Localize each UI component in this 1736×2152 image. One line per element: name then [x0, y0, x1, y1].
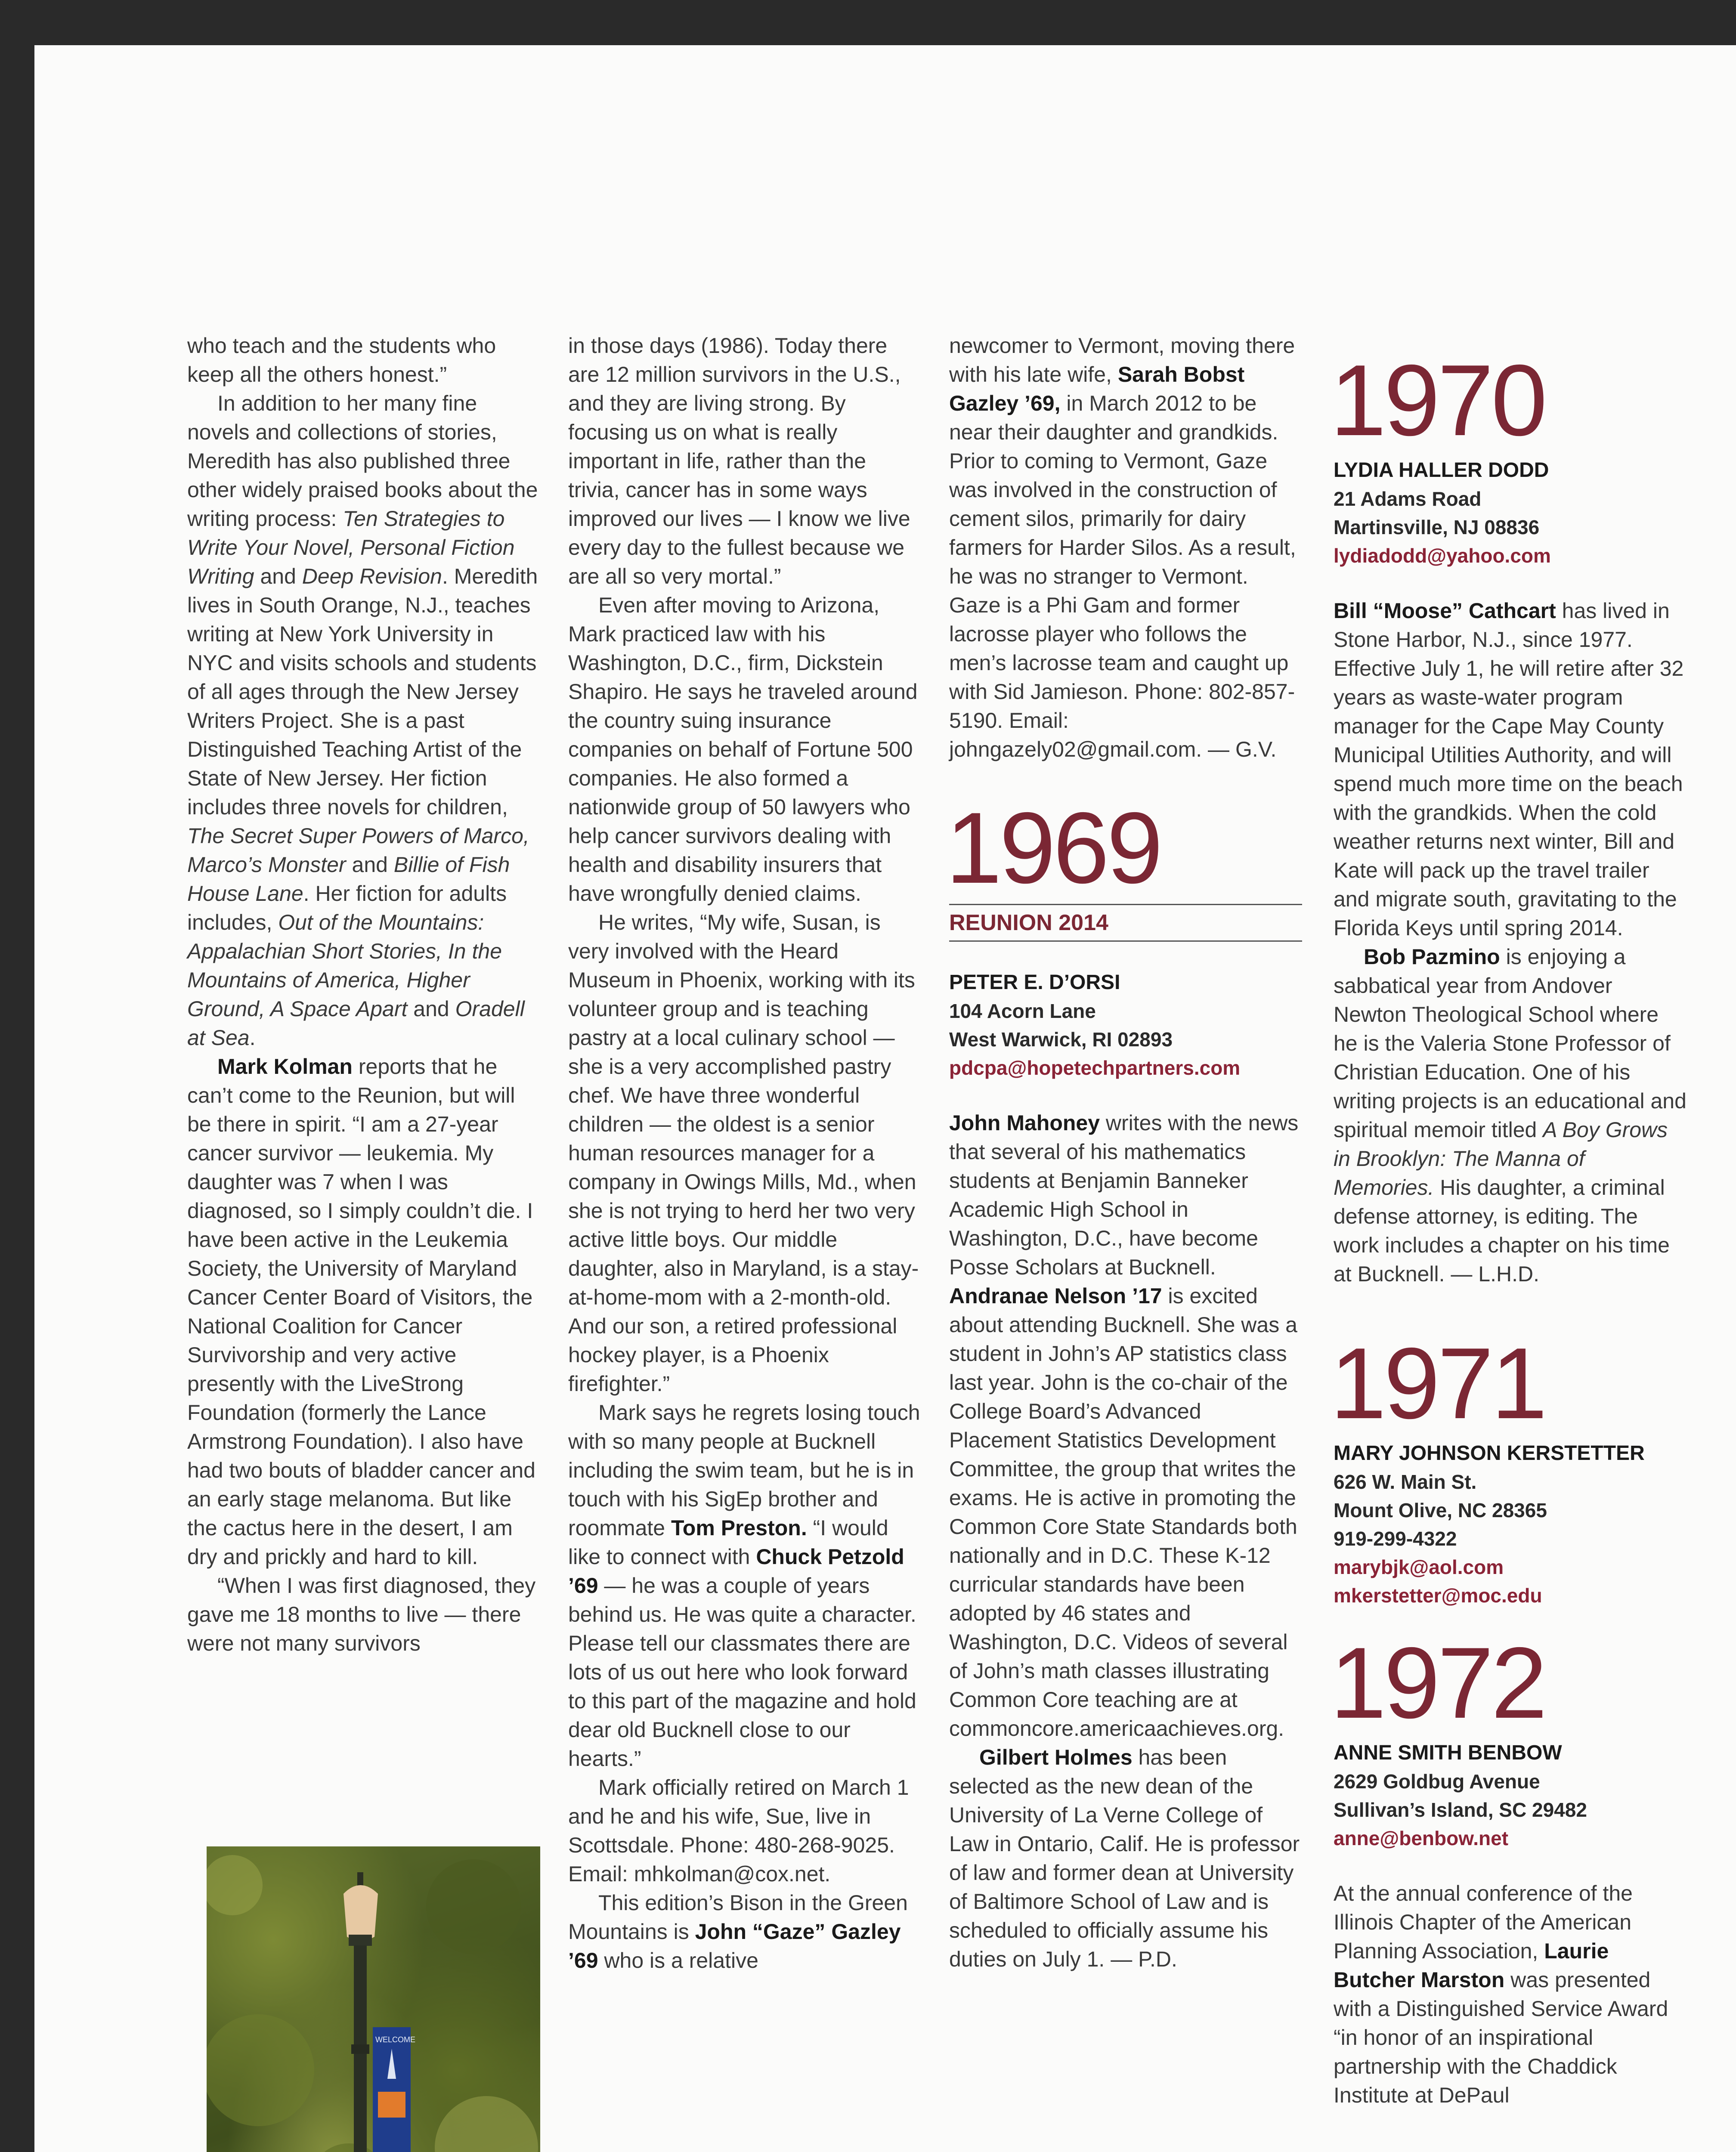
class-contact-phone: 919-299-4322: [1334, 1527, 1457, 1550]
alumnus-name: Chuck Petzold ’69: [568, 1545, 904, 1598]
alumnus-name: Gilbert Holmes: [979, 1745, 1133, 1769]
class-contact-name: PETER E. D’ORSI: [949, 971, 1120, 994]
class-contact-name: MARY JOHNSON KERSTETTER: [1334, 1442, 1645, 1465]
class-year-1970: 1970: [1330, 343, 1545, 457]
col3-paragraph-2: John Mahoney writes with the news that several of his mathematics students at Benjamin Banneker Academic High School in Washington, D.C., have become Posse Scholars at Bucknell. Andranae Nelson ’17 is excited about attending Bucknell. She was a student in John’s AP statistics class last year. John is the co-chair of the College Board’s Advanced Placement Statistics Development Committee, the group that writes the exams. He is active in promoting the Common Core State Standards both nationally and in D.C. These K-12 curricular standards have been adopted by 46 states and Washington, D.C. Videos of several of John’s math classes illustrating Common Core teaching are at commoncore.americaachieves.org.: [949, 1111, 1299, 1741]
lamp-post-photo: [207, 1846, 540, 2152]
class-contact-city: Sullivan’s Island, SC 29482: [1334, 1799, 1587, 1821]
col2-paragraph-3: He writes, “My wife, Susan, is very involved with the Heard Museum in Phoenix, working with its volunteer group and is teaching pastry at a local culinary school — she is a very accomplished pastry chef. We have three wonderful children — the oldest is a senior human resources manager for a company in Owings Mills, Md., when she is not trying to herd her two very active little boys. Our middle daughter, also in Maryland, is a stay-at-home-mom with a 2-month-old. And our son, a retired professional hockey player, is a Phoenix firefighter.”: [568, 910, 919, 1396]
col2-paragraph-5: Mark officially retired on March 1 and he and his wife, Sue, live in Scottsdale. Phone: 480-268-9025. Email: mhkolman@cox.net.: [568, 1775, 909, 1886]
alumnus-name: Bob Pazmino: [1364, 945, 1500, 969]
alumnus-name: John “Gaze” Gazley ’69: [568, 1920, 901, 1973]
alumnus-name: Bill “Moose” Cathcart: [1334, 599, 1556, 623]
col1-paragraph-1: who teach and the students who keep all the others honest.”: [187, 334, 496, 386]
column-1: [187, 331, 540, 1658]
col2-paragraph-1: in those days (1986). Today there are 12 million survivors in the U.S., and they are living strong. By focusing us on what is really important in life, rather than the trivia, cancer has in some ways improved our lives — I know we live every day to the fullest because we are all so very mortal.”: [568, 334, 910, 588]
lamp-post-illustration: [207, 1846, 540, 2152]
col1-paragraph-4: “When I was first diagnosed, they gave me 18 months to live — there were not many survivors: [187, 1574, 536, 1655]
class-contact-street: 2629 Goldbug Avenue: [1334, 1770, 1540, 1793]
column-3: [946, 331, 1302, 1974]
class-contact-city: Martinsville, NJ 08836: [1334, 516, 1540, 538]
class-contact-email[interactable]: lydiadodd@yahoo.com: [1334, 544, 1551, 567]
class-contact-name: ANNE SMITH BENBOW: [1334, 1741, 1562, 1764]
col4-paragraph-3: At the annual conference of the Illinois Chapter of the American Planning Association, Laurie Butcher Marston was presented with a Distinguished Service Award “in honor of an inspirational partnership with the Chaddick Institute at DePaul: [1334, 1881, 1668, 2107]
alumnus-name: Laurie Butcher Marston: [1334, 1939, 1609, 1992]
reunion-label: REUNION 2014: [949, 904, 1302, 942]
alumnus-name: Andranae Nelson ’17: [949, 1284, 1162, 1308]
col2-paragraph-6: This edition’s Bison in the Green Mountains is John “Gaze” Gazley ’69 who is a relative: [568, 1891, 908, 1973]
class-contact-city: Mount Olive, NC 28365: [1334, 1499, 1547, 1521]
class-contact-email[interactable]: anne@benbow.net: [1334, 1827, 1509, 1849]
class-year-1971: 1971: [1330, 1326, 1545, 1440]
alumnus-name: John Mahoney: [949, 1111, 1100, 1135]
class-contact-street: 21 Adams Road: [1334, 488, 1482, 510]
col1-paragraph-3: Mark Kolman reports that he can’t come to the Reunion, but will be there in spirit. “I am a 27-year cancer survivor — leukemia. My daughter was 7 when I was diagnosed, so I simply couldn’t die. I have been active in the Leukemia Society, the University of Maryland Cancer Center Board of Visitors, the National Coalition for Cancer Survivorship and very active presently with the LiveStrong Foundation (formerly the Lance Armstrong Foundation). I also have had two bouts of bladder cancer and an early stage melanoma. But like the cactus here in the desert, I am dry and prickly and hard to kill.: [187, 1054, 535, 1569]
col3-paragraph-3: Gilbert Holmes has been selected as the new dean of the University of La Verne College of Law in Ontario, Calif. He is professor of law and former dean at University of Baltimore School of Law and is scheduled to officially assume his duties on July 1. — P.D.: [949, 1745, 1300, 1971]
class-year-1972: 1972: [1330, 1626, 1545, 1739]
class-contact-email[interactable]: pdcpa@hopetechpartners.com: [949, 1057, 1241, 1079]
col1-paragraph-2: In addition to her many fine novels and collections of stories, Meredith has also published three other widely praised books about the writing process: Ten Strategies to Write Your Novel, Personal Fiction Writing and Deep Revision. Meredith lives in South Orange, N.J., teaches writing at New York University in NYC and visits schools and students of all ages through the New Jersey Writers Project. She is a past Distinguished Teaching Artist of the State of New Jersey. Her fiction includes three novels for children, The Secret Super Powers of Marco, Marco’s Monster and Billie of Fish House Lane. Her fiction for adults includes, Out of the Mountains: Appalachian Short Stories, In the Mountains of America, Higher Ground, A Space Apart and Oradell at Sea.: [187, 391, 538, 1050]
col2-paragraph-4: Mark says he regrets losing touch with so many people at Bucknell including the swim team, but he is in touch with his SigEp brother and roommate Tom Preston. “I would like to connect with Chuck Petzold ’69 — he was a couple of years behind us. He was quite a character. Please tell our classmates there are lots of us out here who look forward to this part of the magazine and hold dear old Bucknell close to our hearts.”: [568, 1401, 920, 1771]
col3-paragraph-1: newcomer to Vermont, moving there with his late wife, Sarah Bobst Gazley ’69, in March 2012 to be near their daughter and grandkids. Prior to coming to Vermont, Gaze was involved in the construction of cement silos, primarily for dairy farmers for Harder Silos. As a result, he was no stranger to Vermont. Gaze is a Phi Gam and former lacrosse player who follows the men’s lacrosse team and caught up with Sid Jamieson. Phone: 802-857-5190. Email: johngazely02@gmail.com. — G.V.: [949, 334, 1296, 761]
alumnus-name: Mark Kolman: [217, 1054, 353, 1079]
alumnus-name: Sarah Bobst Gazley ’69,: [949, 362, 1245, 415]
banner-text: WELCOME: [375, 2035, 416, 2044]
class-contact-city: West Warwick, RI 02893: [949, 1028, 1173, 1051]
class-contact-email[interactable]: marybjk@aol.com: [1334, 1556, 1504, 1578]
column-2: [568, 331, 921, 1975]
class-contact-street: 626 W. Main St.: [1334, 1471, 1477, 1493]
col2-paragraph-2: Even after moving to Arizona, Mark practiced law with his Washington, D.C., firm, Dickstein Shapiro. He says he traveled around the country suing insurance companies on behalf of Fortune 500 companies. He also formed a nationwide group of 50 lawyers who help cancer survivors dealing with health and disability insurers that have wrongfully denied claims.: [568, 593, 918, 906]
class-contact-email[interactable]: mkerstetter@moc.edu: [1334, 1584, 1542, 1607]
col4-paragraph-1: Bill “Moose” Cathcart has lived in Stone Harbor, N.J., since 1977. Effective July 1, he will retire after 32 years as waste-water program manager for the Cape May County Municipal Utilities Authority, and will spend much more time on the beach with the grandkids. When the cold weather returns next winter, Bill and Kate will pack up the travel trailer and migrate south, gravitating to the Florida Keys until spring 2014.: [1334, 599, 1684, 940]
column-4: [1330, 343, 1686, 2110]
class-contact-name: LYDIA HALLER DODD: [1334, 459, 1549, 482]
class-year-1969: 1969: [946, 791, 1160, 904]
alumnus-name: Tom Preston.: [671, 1516, 807, 1540]
col4-paragraph-2: Bob Pazmino is enjoying a sabbatical year from Andover Newton Theological School where he is the Valeria Stone Professor of Christian Education. One of his writing projects is an educational and spiritual memoir titled A Boy Grows in Brooklyn: The Manna of Memories. His daughter, a criminal defense attorney, is editing. The work includes a chapter on his time at Bucknell. — L.H.D.: [1334, 945, 1686, 1286]
class-contact-street: 104 Acorn Lane: [949, 1000, 1096, 1022]
